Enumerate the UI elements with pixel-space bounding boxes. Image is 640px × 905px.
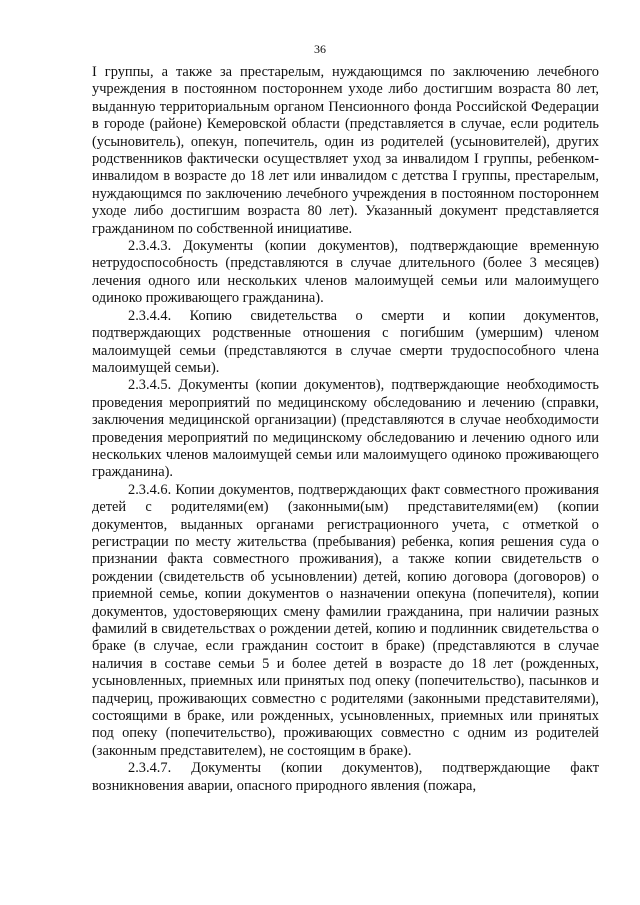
paragraph-2-3-4-3: 2.3.4.3. Документы (копии документов), подтверждающие временную нетрудоспособность (представляются в случае длительного (более 3 месяцев) лечения одного или нескольких членов малоимущей семьи или малоимущего одиноко проживающего гражданина). [92, 238, 599, 307]
paragraph-2-3-4-7: 2.3.4.7. Документы (копии документов), подтверждающие факт возникновения аварии, опасного природного явления (пожара, [92, 760, 599, 794]
paragraph-2-3-4-6: 2.3.4.6. Копии документов, подтверждающих факт совместного проживания детей с родителями(ем) (законными(ым) представителями(ем) (копии документов, выданных органами регистрационного учета, с отметкой о регистрации по месту жительства (пребывания) ребенка, копия решения суда о признании факта совместного проживания), а также копии свидетельств о рождении (свидетельств об усыновлении) детей, копию договора (договоров) о приемной семье, копии документов о назначении опекуна (попечителя), копии документов, удостоверяющих смену фамилии гражданина, при наличии разных фамилий в свидетельствах о рождении детей, копию и подлинник свидетельства о браке (в случае, если гражданин состоит в браке) (представляются в случае наличия в составе семьи 5 и более детей в возрасте до 18 лет (рожденных, усыновленных, приемных или принятых под опеку (попечительство), пасынков и падчериц, проживающих совместно с родителями (законными представителями), состоящими в браке, или рожденных, усыновленных, приемных или принятых под опеку (попечительство), проживающих совместно с одним из родителей (законным представителем), не состоящим в браке). [92, 481, 599, 759]
paragraph-2-3-4-5: 2.3.4.5. Документы (копии документов), подтверждающие необходимость проведения мероприятий по медицинскому обследованию и лечению (справки, заключения медицинской организации) (представляются в случае необходимости проведения мероприятий по медицинскому обследованию и лечению одного или нескольких членов малоимущей семьи или малоимущего одиноко проживающего гражданина). [92, 377, 599, 481]
paragraph-2-3-4-4: 2.3.4.4. Копию свидетельства о смерти и копии документов, подтверждающих родственные отношения с погибшим (умершим) членом малоимущей семьи (представляются в случае смерти трудоспособного члена малоимущей семьи). [92, 307, 599, 376]
document-body [92, 64, 599, 795]
paragraph-continuation: I группы, а также за престарелым, нуждающимся по заключению лечебного учреждения в постоянном постороннем уходе либо достигшим возраста 80 лет, выданную территориальным органом Пенсионного фонда Российской Федерации в городе (районе) Кемеровской области (представляется в случае, если родитель (усыновитель), опекун, попечитель, один из родителей (усыновителей), других родственников фактически осуществляет уход за инвалидом I группы, ребенком-инвалидом в возрасте до 18 лет или инвалидом с детства I группы, престарелым, нуждающимся по заключению лечебного учреждения в постоянном постороннем уходе либо достигшим возраста 80 лет). Указанный документ представляется гражданином по собственной инициативе. [92, 64, 599, 237]
page-number: 36 [314, 42, 326, 56]
